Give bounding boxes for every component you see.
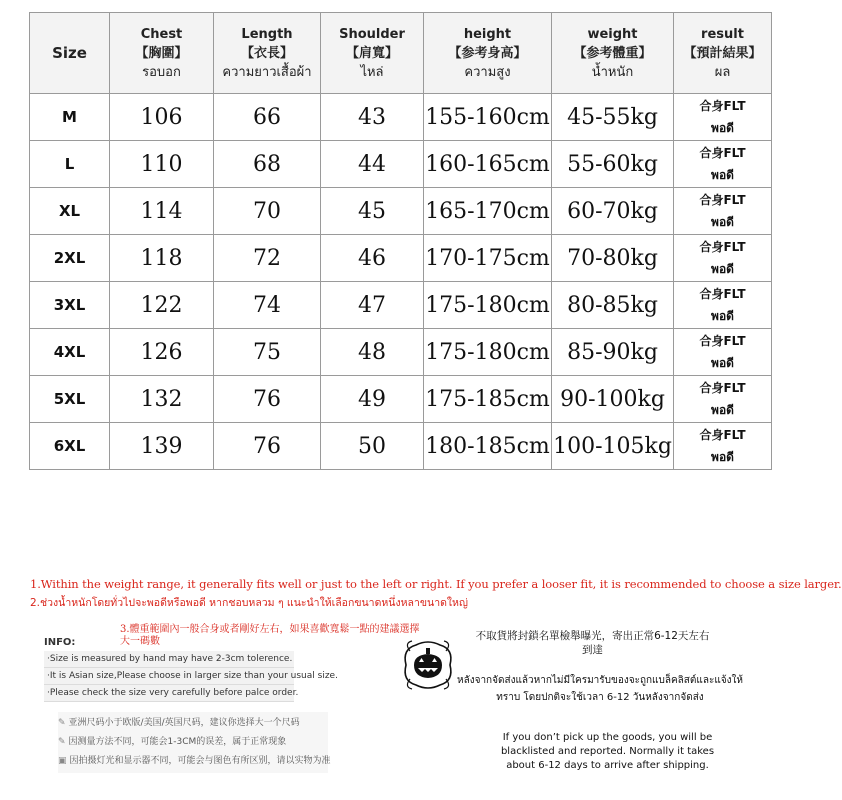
header-shoulder: Shoulder 【肩寬】 ไหล่ (321, 13, 424, 94)
size-cell: XL (30, 188, 110, 235)
pencil-icon: ✎ (58, 737, 66, 747)
table-header-row (30, 13, 772, 94)
height-cell: 160-165cm (424, 141, 552, 188)
length-cell: 68 (214, 141, 321, 188)
info-line: ·Size is measured by hand may have 2-3cm tolerence. (44, 651, 294, 668)
height-cell: 170-175cm (424, 235, 552, 282)
weight-cell: 90-100kg (552, 376, 674, 423)
shoulder-cell: 47 (321, 282, 424, 329)
weight-cell: 55-60kg (552, 141, 674, 188)
length-cell: 70 (214, 188, 321, 235)
info-line: ·Please check the size very carefully before palce order. (44, 685, 294, 702)
shoulder-cell: 48 (321, 329, 424, 376)
chinese-info-box (58, 712, 331, 773)
chinese-info-line: ✎ 亚洲尺码小于欧版/美国/英国尺码，建议你选择大一个尺码 (58, 718, 300, 728)
result-cell: 合身FLT พอดี (674, 329, 772, 376)
chest-cell: 122 (110, 282, 214, 329)
shoulder-cell: 49 (321, 376, 424, 423)
length-cell: 75 (214, 329, 321, 376)
table-row (30, 376, 772, 423)
pumpkin-logo-icon (398, 635, 458, 695)
shipping-note-thai: หลังจากจัดส่งแล้วหากไม่มีใครมารับของจะถูกแบล็คลิสต์และแจ้งให้ทราบ โดยปกติจะใช้เวลา 6-12 วันหลังจากจัดส่ง (456, 675, 743, 703)
size-cell: 5XL (30, 376, 110, 423)
chest-cell: 114 (110, 188, 214, 235)
note-thai: 2.ช่วงน้ำหนักโดยทั่วไปจะพอดีหรือพอดี หากชอบหลวม ๆ แนะนำให้เลือกขนาดหนึ่งหลาขนาดใหญ่ (30, 597, 468, 609)
result-cell: 合身FLT พอดี (674, 376, 772, 423)
table-row (30, 282, 772, 329)
note-chinese: 3.體重範圍內一般合身或者剛好左右，如果喜歡寬鬆一點的建議選擇大一碼數 (120, 624, 420, 647)
size-cell: L (30, 141, 110, 188)
header-result: result 【預計結果】 ผล (674, 13, 772, 94)
size-cell: 4XL (30, 329, 110, 376)
note-english: 1.Within the weight range, it generally fits well or just to the left or right. If you prefer a looser fit, it is recommended to choose a size larger. (30, 577, 842, 591)
camera-icon: ▣ (58, 756, 67, 766)
header-weight: weight 【参考體重】 น้ำหนัก (552, 13, 674, 94)
length-cell: 72 (214, 235, 321, 282)
chest-cell: 132 (110, 376, 214, 423)
weight-cell: 80-85kg (552, 282, 674, 329)
shoulder-cell: 50 (321, 423, 424, 470)
height-cell: 175-180cm (424, 282, 552, 329)
header-height: height 【参考身高】 ความสูง (424, 13, 552, 94)
length-cell: 74 (214, 282, 321, 329)
height-cell: 155-160cm (424, 94, 552, 141)
table-row (30, 141, 772, 188)
shoulder-cell: 46 (321, 235, 424, 282)
table-row (30, 423, 772, 470)
info-line: ·It is Asian size,Please choose in larger size than your usual size. (44, 668, 294, 685)
header-chest: Chest 【胸圍】 รอบอก (110, 13, 214, 94)
chinese-info-line: ✎ 因测量方法不同，可能会1-3CM的误差，属于正常现象 (58, 737, 287, 747)
shoulder-cell: 44 (321, 141, 424, 188)
table-row (30, 329, 772, 376)
chest-cell: 118 (110, 235, 214, 282)
length-cell: 76 (214, 376, 321, 423)
table-row (30, 188, 772, 235)
shoulder-cell: 45 (321, 188, 424, 235)
chest-cell: 126 (110, 329, 214, 376)
height-cell: 165-170cm (424, 188, 552, 235)
weight-cell: 100-105kg (552, 423, 674, 470)
pencil-icon: ✎ (58, 718, 66, 728)
header-size: Size (30, 13, 110, 94)
result-cell: 合身FLT พอดี (674, 141, 772, 188)
weight-cell: 45-55kg (552, 94, 674, 141)
size-cell: 3XL (30, 282, 110, 329)
length-cell: 76 (214, 423, 321, 470)
length-cell: 66 (214, 94, 321, 141)
height-cell: 175-180cm (424, 329, 552, 376)
chest-cell: 106 (110, 94, 214, 141)
size-cell: M (30, 94, 110, 141)
weight-cell: 70-80kg (552, 235, 674, 282)
result-cell: 合身FLT พอดี (674, 235, 772, 282)
chinese-info-line: ▣ 因拍摄灯光和显示器不同，可能会与图色有所区别，请以实物为准 (58, 756, 331, 766)
shipping-note-chinese: 不取貨將封鎖名單檢舉曝光，寄出正常6-12天左右到達 (475, 630, 710, 656)
table-row (30, 94, 772, 141)
header-length: Length 【衣長】 ความยาวเสื้อผ้า (214, 13, 321, 94)
height-cell: 175-185cm (424, 376, 552, 423)
info-box (44, 637, 338, 702)
result-cell: 合身FLT พอดี (674, 423, 772, 470)
size-cell: 6XL (30, 423, 110, 470)
chest-cell: 110 (110, 141, 214, 188)
info-title: INFO: (44, 637, 76, 648)
chest-cell: 139 (110, 423, 214, 470)
weight-cell: 85-90kg (552, 329, 674, 376)
height-cell: 180-185cm (424, 423, 552, 470)
shoulder-cell: 43 (321, 94, 424, 141)
result-cell: 合身FLT พอดี (674, 188, 772, 235)
result-cell: 合身FLT พอดี (674, 282, 772, 329)
size-chart-table (29, 12, 772, 470)
result-cell: 合身FLT พอดี (674, 94, 772, 141)
size-cell: 2XL (30, 235, 110, 282)
table-row (30, 235, 772, 282)
weight-cell: 60-70kg (552, 188, 674, 235)
shipping-note-english: If you don’t pick up the goods, you will be blacklisted and reported. Normally it takes about 6-12 days to arrive after shipping. (500, 732, 715, 771)
